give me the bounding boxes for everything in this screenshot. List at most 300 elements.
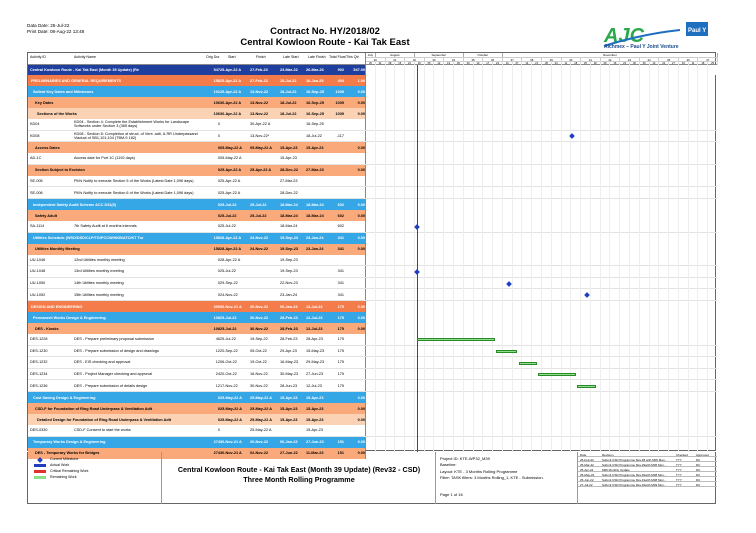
cell-tf: 175 — [337, 383, 344, 388]
row-cells — [28, 187, 365, 198]
logo-text: AJC — [604, 25, 645, 47]
cell-q: 0.00 — [357, 247, 365, 252]
cell-name: Access Dates — [35, 145, 60, 150]
row-cells — [28, 142, 365, 153]
cell-dur: 0 — [217, 168, 220, 173]
activity-row[interactable] — [28, 131, 717, 143]
remaining-work-bar[interactable] — [577, 385, 595, 388]
cell-tf: 602 — [337, 224, 344, 229]
activity-row[interactable] — [28, 346, 717, 358]
cell-finish: 30-Nov-22 — [250, 326, 269, 331]
cell-tf: -117 — [336, 133, 344, 138]
project-id: Project ID: KTE-WP32_M39 — [440, 456, 490, 461]
timeline-week: 39 — [542, 57, 562, 61]
timeline-day: 08 — [386, 61, 396, 65]
timeline-day: 19 — [444, 61, 454, 65]
cell-name: Access date for Port 1C (1192 days) — [74, 156, 135, 161]
cell-ls: 15-Apr-23 — [280, 145, 298, 150]
timeline-day: 03 — [464, 61, 474, 65]
timeline-day: 12 — [434, 61, 444, 65]
cell-name: Permanent Works Design & Engineering — [33, 315, 106, 320]
row-cells — [28, 199, 365, 210]
wbs-group-row[interactable] — [28, 97, 717, 108]
cell-start: 25-Jul-22 — [220, 224, 236, 229]
timeline-week: 35 — [464, 57, 484, 61]
activity-row[interactable] — [28, 176, 717, 188]
activity-row[interactable] — [28, 153, 717, 165]
grid-line — [404, 65, 405, 452]
revision-cell: DC — [696, 457, 701, 462]
layout: Layout: KTE - 3 Months Rolling Programme — [440, 469, 518, 474]
cell-dur: 274 — [213, 440, 220, 445]
cell-dur: 0 — [217, 156, 220, 161]
grid-line — [492, 65, 493, 452]
cell-id: KD04 — [30, 122, 40, 127]
cell-name: 15th Utilities monthly meeting — [74, 292, 124, 297]
col-total-float[interactable]: Total Float — [329, 55, 346, 59]
row-cells — [28, 255, 365, 266]
cell-start: 25-Jul-22 — [220, 202, 237, 207]
cell-dur: 101 — [213, 89, 220, 94]
cell-start: 05-May-22 A — [220, 145, 243, 150]
timeline-day: 25 — [708, 61, 718, 65]
cell-tf: 151 — [337, 440, 344, 445]
cell-lf: 18-Mar-24 — [306, 213, 324, 218]
cell-id: UU-1048 — [30, 269, 46, 274]
grid-line — [521, 65, 522, 452]
row-cells — [28, 210, 365, 221]
cell-dur: 0 — [217, 417, 220, 422]
cell-dur: 0 — [217, 133, 220, 138]
grid-line — [473, 65, 474, 452]
cell-dur: 0 — [217, 224, 220, 229]
cell-finish: 25-Jul-22 — [250, 202, 267, 207]
wbs-group-row[interactable] — [28, 233, 717, 244]
cell-lf: 12-Jul-23 — [306, 315, 323, 320]
timeline-month: July — [366, 53, 376, 57]
timeline-week: 42 — [601, 57, 621, 61]
cell-name: Cost Saving Design & Engineering — [33, 395, 96, 400]
cell-finish: 16-Nov-22 — [250, 372, 268, 377]
cell-dur: 106 — [213, 100, 220, 105]
grid-line — [541, 65, 542, 452]
cell-finish: 25-May-22 A — [250, 417, 273, 422]
cell-name: Detailed Design for Foundation of Ring Road Underpass & Ventilation Adit — [37, 417, 172, 422]
cell-finish: 25-May-22 A — [250, 428, 272, 433]
cell-name: CSD-F Consent to start the works — [74, 428, 131, 433]
cell-ls: 15-Apr-23 — [280, 395, 298, 400]
cell-tf: 175 — [337, 304, 344, 309]
cell-name: DES - Prepare preliminary proposal submission — [74, 337, 154, 342]
timeline-day: 29 — [415, 61, 425, 65]
cell-lf: 16-Sep-25 — [306, 100, 324, 105]
wbs-group-row[interactable] — [28, 142, 717, 153]
cell-lf: 23-Jan-24 — [306, 247, 324, 252]
activity-row[interactable] — [28, 221, 717, 233]
timeline-day: 26 — [454, 61, 464, 65]
cell-start: 29-Sep-22 — [220, 281, 238, 286]
revision-cell: M06 Monthly Update — [602, 467, 630, 472]
cell-q: 0.00 — [357, 213, 365, 218]
revision-cell: DC — [696, 467, 701, 472]
cell-id: AD-1C — [30, 156, 42, 161]
timeline-week: 30 — [366, 57, 386, 61]
cell-id: DES-1236 — [30, 383, 48, 388]
wbs-group-row[interactable] — [28, 65, 717, 75]
cell-lf: 16-Sep-25 — [306, 111, 324, 116]
col-this-qtr[interactable]: This Qtr — [346, 55, 359, 59]
revision-cell: TYY — [676, 462, 682, 467]
revision-cell: 27-Jul-22 — [580, 482, 593, 487]
timeline-day: 31 — [503, 61, 513, 65]
timeline-day: 18 — [571, 61, 581, 65]
cell-name: DES - Prepare submission of design and drawings — [74, 348, 159, 353]
activity-row[interactable] — [28, 425, 717, 437]
timeline-day: 17 — [483, 61, 493, 65]
cell-ls: 18-Jul-22 — [280, 100, 297, 105]
revision-cell: DC — [696, 462, 701, 467]
cell-ls: 18-Mar-24 — [280, 224, 298, 229]
cell-start: 20-Sep-22 — [220, 348, 238, 353]
cell-id: SE-006 — [30, 190, 43, 195]
activity-row[interactable] — [28, 187, 717, 199]
timeline-day: 05 — [425, 61, 435, 65]
cell-start: 24-Nov-22 — [220, 292, 238, 297]
row-cells — [28, 357, 365, 368]
revision-cell: 25-Jun-22 — [580, 477, 594, 482]
cell-finish: 20-Nov-22 — [250, 440, 269, 445]
cell-dur: 108 — [213, 326, 220, 331]
revision-cell: TYY — [676, 482, 682, 487]
grid-line — [590, 65, 591, 452]
data-date: Data Date: 25-Jul-22 — [27, 23, 70, 28]
legend-swatch — [34, 464, 46, 467]
cell-lf: 15-Apr-23 — [306, 428, 323, 433]
row-cells — [28, 334, 365, 345]
cell-name: DES - Temporary Works for Bridges — [35, 451, 100, 456]
timeline-week: 47 — [698, 57, 718, 61]
row-cells — [28, 119, 365, 130]
col-late-finish[interactable]: Late Finish — [308, 55, 326, 59]
revision-cell: TYY — [676, 467, 682, 472]
wbs-group-row[interactable] — [28, 437, 717, 448]
wbs-group-row[interactable] — [28, 312, 717, 323]
cell-lf: 29-May-23 — [306, 360, 325, 365]
cell-dur: 108 — [213, 315, 220, 320]
cell-q: 0.00 — [357, 89, 365, 94]
row-cells — [28, 425, 365, 436]
cell-start: 28-Apr-22 A — [220, 257, 241, 262]
timeline-week: 34 — [444, 57, 464, 61]
cell-dur: 0 — [217, 145, 220, 150]
contract-number: Contract No. HY/2018/02 — [270, 26, 380, 37]
grid-line — [668, 65, 669, 452]
cell-q: 0.00 — [357, 168, 365, 173]
remaining-work-bar[interactable] — [519, 362, 537, 365]
cell-lf: 13-Jul-23 — [306, 304, 323, 309]
cell-name: Key Dates — [35, 100, 54, 105]
cell-q: 0.00 — [357, 111, 365, 116]
grid-line — [561, 65, 562, 452]
col-start[interactable]: Start — [228, 55, 236, 59]
row-cells — [28, 244, 365, 255]
col-orig-dur[interactable]: Orig Dur — [206, 55, 220, 59]
cell-ls: 15-Apr-23 — [280, 406, 298, 411]
cell-start: 25-May-22 A — [220, 406, 243, 411]
cell-ls: 27-Jun-22 — [280, 451, 298, 456]
cell-dur: 0 — [217, 213, 220, 218]
revision-cell: 25-Mar-22 — [580, 462, 594, 467]
row-cells — [28, 131, 365, 142]
project-name: Central Kowloon Route - Kai Tak East — [240, 37, 410, 48]
grid-line — [482, 65, 483, 452]
cell-finish: 13-Nov-22 — [250, 89, 269, 94]
row-cells — [28, 176, 365, 187]
activity-row[interactable] — [28, 369, 717, 381]
cell-finish: 24-Nov-22 — [250, 247, 269, 252]
remaining-work-bar[interactable] — [417, 338, 495, 341]
wbs-group-row[interactable] — [28, 403, 717, 414]
revision-cell: Submit CSD Programme Rev.32with M09 Mon... — [602, 482, 667, 487]
page-number: Page 1 of 16 — [440, 492, 463, 497]
cell-lf: 18-Jul-22 — [306, 133, 322, 138]
row-cells — [28, 86, 365, 97]
cell-ls: 28-Jun-23 — [280, 383, 298, 388]
cell-name: DES - EIS checking and approval — [74, 360, 131, 365]
cell-start: 25-Apr-22 A — [220, 168, 242, 173]
footer — [27, 452, 716, 504]
cell-name: KD08 - Section 8: Completion of struct. of Vent. adit, & RR Underpassand Viaduct of SB1,101,104 (TBM-9 182) — [74, 131, 198, 140]
cell-start: 25-Apr-22 A — [220, 190, 241, 195]
wbs-group-row[interactable] — [28, 414, 717, 425]
timeline-week: 43 — [620, 57, 640, 61]
timeline-day: 18 — [698, 61, 708, 65]
timeline-month: November — [503, 53, 718, 57]
cell-start: 30-Nov-21 A — [220, 304, 242, 309]
cell-ls: 19-Sep-23 — [280, 236, 298, 241]
remaining-work-bar[interactable] — [496, 350, 517, 353]
grid-line — [463, 65, 464, 452]
col-late-start[interactable]: Late Start — [283, 55, 299, 59]
revision-header-cell: Approved — [696, 452, 709, 457]
row-cells — [28, 221, 365, 232]
col-activity-id[interactable]: Activity ID — [30, 55, 46, 59]
row-cells — [28, 278, 365, 289]
cell-dur: 274 — [213, 451, 220, 456]
timeline-week: 31 — [386, 57, 406, 61]
logo-badge-text: Paul Y — [688, 28, 707, 34]
cell-dur: 46 — [215, 337, 220, 342]
cell-finish: 19-Sep-22 — [250, 337, 268, 342]
cell-name: DES - Kiosks — [35, 326, 59, 331]
row-cells — [28, 369, 365, 380]
activity-row[interactable] — [28, 334, 717, 346]
cell-name: DES - Prepare submission of details design — [74, 383, 148, 388]
timeline-day: 21 — [532, 61, 542, 65]
wbs-group-row[interactable] — [28, 244, 717, 255]
cell-start: 28-Apr-22 A — [220, 236, 242, 241]
activity-row[interactable] — [28, 380, 717, 392]
revision-cell: Submit CSD Programme Rev.28 with M06 Man... — [602, 457, 668, 462]
row-cells — [28, 165, 365, 176]
wbs-group-row[interactable] — [28, 210, 717, 221]
timeline-month: October — [464, 53, 503, 57]
cell-ls: 15-Apr-23 — [280, 156, 297, 161]
cell-dur: 12 — [215, 348, 220, 353]
wbs-group-row[interactable] — [28, 108, 717, 119]
cell-finish: 27-Feb-23 — [250, 68, 268, 72]
grid-line — [619, 65, 620, 452]
timeline-week: 46 — [679, 57, 699, 61]
cell-ls: 06-Jan-23 — [280, 304, 298, 309]
cell-dur: 0 — [217, 202, 220, 207]
row-cells — [28, 75, 365, 86]
cell-q: 0.00 — [357, 304, 365, 309]
cell-name: Safety Adult — [35, 213, 58, 218]
cell-ls: 28-Feb-23 — [280, 337, 298, 342]
cell-finish: 24-Nov-22 — [250, 236, 269, 241]
cell-q: 0.00 — [357, 417, 365, 422]
cell-finish: 13-Nov-22* — [250, 133, 270, 138]
cell-dur: 0 — [217, 281, 220, 286]
cell-finish: 27-Feb-23 — [250, 78, 268, 83]
cell-tf: 1039 — [335, 100, 344, 105]
activity-row[interactable] — [28, 266, 717, 278]
grid-line — [531, 65, 532, 452]
cell-ls: 15-Apr-23 — [280, 417, 298, 422]
cell-ls: 29-Apr-23 — [280, 348, 297, 353]
cell-name: Salient Key Dates and Milestones — [33, 89, 94, 94]
activity-row[interactable] — [28, 278, 717, 290]
revision-cell: 25-Apr-22 — [580, 467, 594, 472]
cell-ls: 19-Sep-23 — [280, 247, 298, 252]
activity-row[interactable] — [28, 255, 717, 267]
grid-line — [512, 65, 513, 452]
grid-line — [609, 65, 610, 452]
footer-title-main: Central Kowloon Route - Kai Tak East (Month 39 Update) (Rev32 - CSD) — [177, 465, 421, 474]
baseline: Baseline: — [440, 462, 457, 467]
grid-line — [697, 65, 698, 452]
cell-start: 30-Apr-22 A — [220, 111, 242, 116]
grid-line — [385, 65, 386, 452]
cell-start: 25-May-22 A — [220, 395, 243, 400]
cell-lf: 23-Jan-24 — [306, 236, 324, 241]
legend-label: Actual Work — [50, 463, 70, 467]
cell-q: 0.00 — [357, 406, 365, 411]
cell-dur: 0 — [217, 406, 220, 411]
activity-row[interactable] — [28, 289, 717, 301]
cell-ls: 28-Feb-23 — [280, 326, 298, 331]
row-cells — [28, 403, 365, 414]
cell-name: 7th Safety Audit at 6 months intervals — [74, 224, 137, 229]
cell-lf: 16-Sep-25 — [306, 122, 324, 127]
wbs-group-row[interactable] — [28, 75, 717, 86]
cell-dur: 12 — [215, 360, 220, 365]
grid-line — [424, 65, 425, 452]
wbs-group-row[interactable] — [28, 199, 717, 210]
row-cells — [28, 65, 365, 75]
revision-cell: 25-May-22 — [580, 472, 595, 477]
cell-finish: 25-Apr-22 A — [250, 168, 272, 173]
column-header — [28, 53, 365, 65]
timeline-day: 01 — [376, 61, 386, 65]
cell-dur: 0 — [217, 190, 220, 195]
timeline-week: 40 — [562, 57, 582, 61]
timeline-day: 20 — [659, 61, 669, 65]
cell-start: 25-Apr-22 A — [220, 68, 242, 72]
cell-start: 25-Jul-22 — [220, 337, 236, 342]
cell-finish: 02-Nov-22 — [250, 451, 269, 456]
row-cells — [28, 266, 365, 277]
cell-id: DES-1228 — [30, 337, 48, 342]
cell-tf: 602 — [337, 213, 344, 218]
cell-lf: 15-Apr-23 — [306, 417, 324, 422]
timeline-day: 22 — [405, 61, 415, 65]
timeline-day: 25 — [581, 61, 591, 65]
timeline-week: 41 — [581, 57, 601, 61]
timeline-day: 07 — [513, 61, 523, 65]
timeline-day: 14 — [522, 61, 532, 65]
timeline-day: 25 — [366, 61, 376, 65]
row-cells — [28, 312, 365, 323]
cell-tf: 404 — [337, 78, 344, 83]
row-cells — [28, 301, 365, 312]
cell-name: Central Kowloon Route - Kai Tak East (Month 39 Update) (Re — [30, 68, 139, 72]
row-cells — [28, 380, 365, 391]
wbs-group-row[interactable] — [28, 165, 717, 176]
wbs-group-row[interactable] — [28, 323, 717, 334]
wbs-group-row[interactable] — [28, 392, 717, 403]
grid-line — [600, 65, 601, 452]
col-finish[interactable]: Finish — [256, 55, 266, 59]
filter: Filter: TASK filters: 3 Months Rolling_1, KTE - Submission. — [440, 475, 544, 480]
grid-line — [414, 65, 415, 452]
cell-q: 547.00 — [353, 68, 365, 72]
cell-dur: 0 — [217, 292, 220, 297]
legend-label: Remaining Work — [50, 475, 77, 479]
cell-start: 30-Nov-21 A — [220, 451, 242, 456]
row-cells — [28, 392, 365, 403]
activity-row[interactable] — [28, 119, 717, 131]
remaining-work-bar[interactable] — [538, 373, 576, 376]
cell-q: 0.00 — [357, 145, 365, 150]
revision-cell: Submit CSD Programme Rev.29with M06 Mon... — [602, 462, 667, 467]
cell-finish: 13-Nov-22 — [250, 111, 269, 116]
cell-id: DES-1234 — [30, 372, 48, 377]
timeline-day: 09 — [601, 61, 611, 65]
wbs-group-row[interactable] — [28, 86, 717, 97]
row-cells — [28, 437, 365, 448]
cell-tf: 1039 — [335, 111, 344, 116]
cell-finish: 13-Nov-22 — [250, 100, 269, 105]
cell-name: CSD-F for Foundation of Ring Road Underpass & Ventilation Adit — [35, 406, 153, 411]
cell-ls: 19-Sep-23 — [280, 269, 298, 274]
cell-dur: 12 — [215, 383, 220, 388]
revision-cell: DC — [696, 472, 701, 477]
activity-row[interactable] — [28, 357, 717, 369]
cell-q: 0.00 — [357, 440, 365, 445]
grid-line — [678, 65, 679, 452]
cell-ls: 18-Jul-22 — [280, 111, 297, 116]
cell-dur: 158 — [213, 78, 220, 83]
col-activity-name[interactable]: Activity Name — [74, 55, 96, 59]
cell-q: 0.00 — [357, 236, 365, 241]
cell-name: DESIGN AND ENGINEERING — [31, 304, 83, 309]
cell-start: 25-Jul-22 — [220, 269, 236, 274]
timeline-day: 04 — [552, 61, 562, 65]
wbs-group-row[interactable] — [28, 301, 717, 312]
cell-ls: 28-Dec-22 — [280, 168, 298, 173]
